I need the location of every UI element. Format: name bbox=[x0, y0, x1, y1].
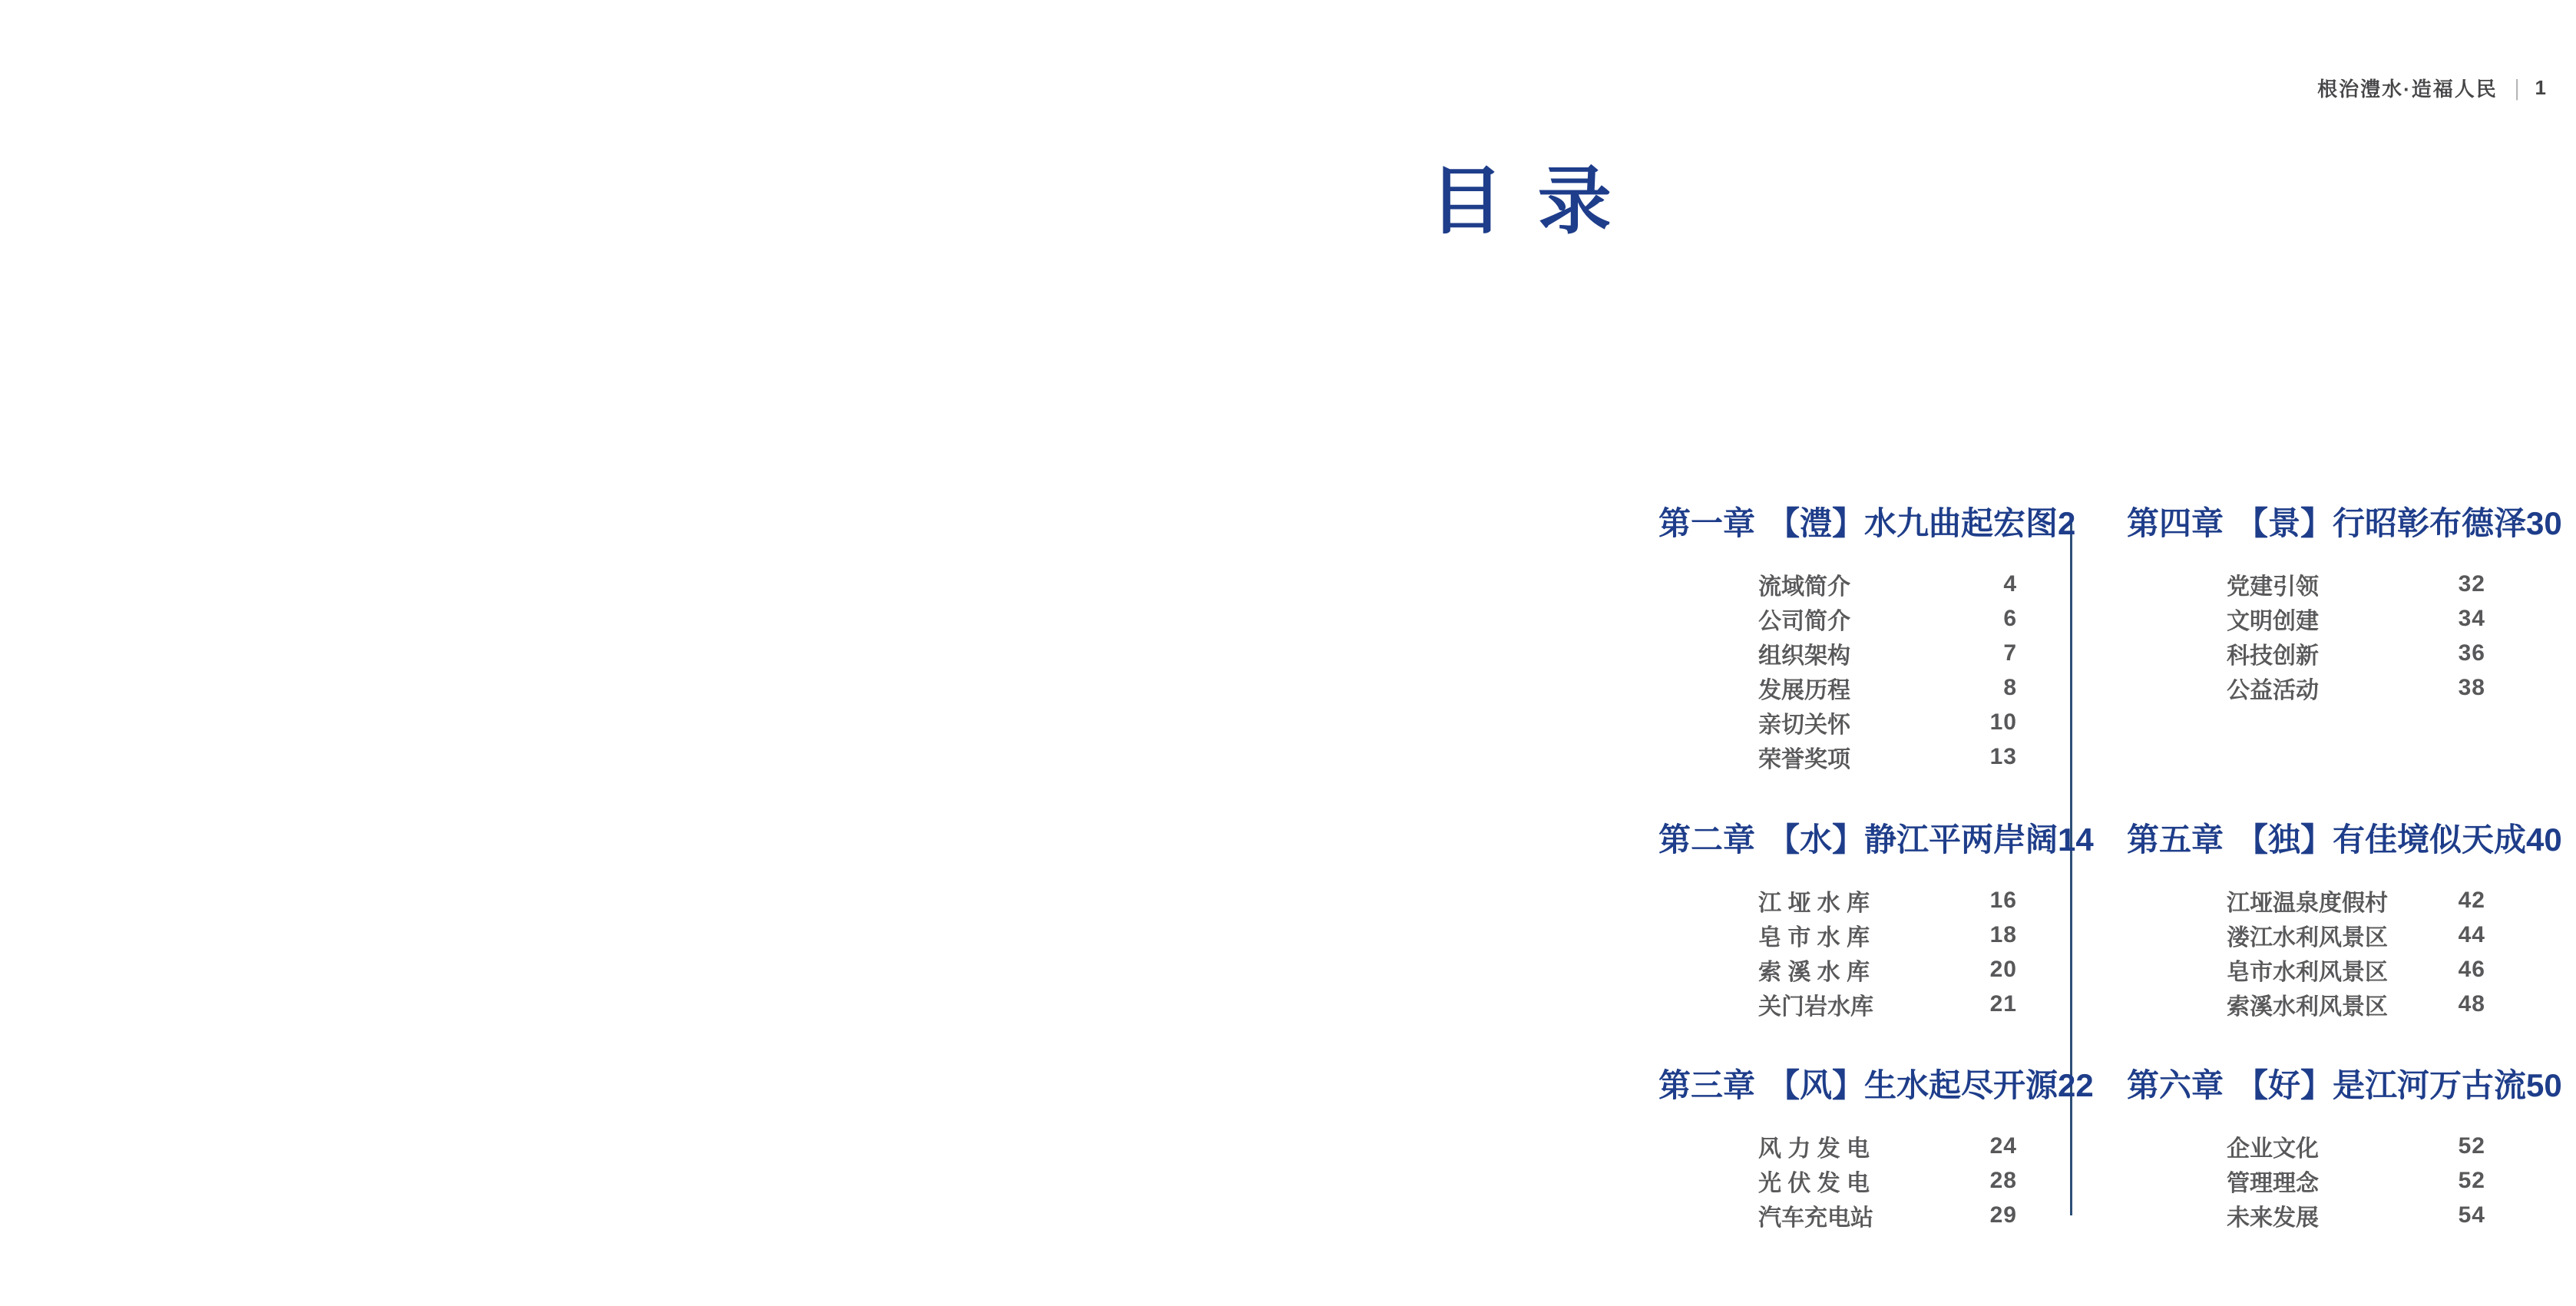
toc-item bbox=[2127, 883, 2485, 918]
toc-item-label: 发展历程 bbox=[1758, 677, 1850, 703]
toc-item-page: 54 bbox=[2458, 1202, 2485, 1228]
chapter-items bbox=[1658, 1129, 2017, 1232]
toc-item bbox=[1658, 567, 2017, 601]
toc-item-page: 4 bbox=[2003, 570, 2017, 597]
toc-item-page: 20 bbox=[1989, 956, 2017, 982]
header-page-number: 1 bbox=[2535, 76, 2546, 99]
toc-item-page: 6 bbox=[2003, 605, 2017, 631]
toc-item bbox=[1658, 1129, 2017, 1163]
toc-chapter-heading bbox=[2127, 504, 2562, 544]
toc-chapter bbox=[2127, 1066, 2562, 1232]
toc-item-label: 关门岩水库 bbox=[1758, 994, 1873, 1020]
toc-item bbox=[1658, 636, 2017, 670]
chapter-page-number: 40 bbox=[2526, 822, 2562, 858]
toc-item bbox=[2127, 670, 2485, 705]
toc-item-page: 16 bbox=[1989, 887, 2017, 913]
toc-item-label: 组织架构 bbox=[1758, 643, 1850, 669]
chapter-title: 【独】有佳境似天成 bbox=[2236, 822, 2527, 858]
toc-chapter-heading bbox=[1658, 1066, 2094, 1106]
header-slogan: 根治澧水·造福人民 bbox=[2317, 78, 2498, 101]
toc-chapter-heading bbox=[1658, 820, 2094, 860]
chapter-label: 第一章 bbox=[1658, 505, 1756, 541]
toc-item-label: 流域简介 bbox=[1758, 574, 1850, 600]
toc-chapter bbox=[2127, 820, 2562, 1021]
chapter-items bbox=[2127, 883, 2485, 1021]
toc-item-label: 企业文化 bbox=[2227, 1136, 2319, 1162]
chapter-title: 【澧】水九曲起宏图 bbox=[1767, 505, 2058, 541]
toc-item-page: 32 bbox=[2458, 570, 2485, 597]
toc-item-page: 7 bbox=[2003, 640, 2017, 666]
toc-item bbox=[2127, 952, 2485, 987]
toc-item-page: 44 bbox=[2458, 921, 2485, 947]
toc-item-label: 索 溪 水 库 bbox=[1758, 959, 1870, 985]
toc-item-label: 江 垭 水 库 bbox=[1758, 890, 1870, 916]
toc-item-page: 8 bbox=[2003, 674, 2017, 700]
toc-item-label: 科技创新 bbox=[2227, 643, 2319, 669]
chapter-items bbox=[1658, 567, 2017, 774]
chapter-title: 【水】静江平两岸阔 bbox=[1767, 822, 2058, 858]
chapter-page-number: 2 bbox=[2058, 505, 2076, 541]
toc-item bbox=[2127, 1163, 2485, 1198]
toc-item-page: 13 bbox=[1989, 743, 2017, 769]
toc-item-page: 38 bbox=[2458, 674, 2485, 700]
toc-item-label: 党建引领 bbox=[2227, 574, 2319, 600]
toc-item bbox=[2127, 1198, 2485, 1232]
toc-item bbox=[2127, 987, 2485, 1021]
toc-chapter bbox=[1658, 820, 2094, 1021]
toc-item-page: 36 bbox=[2458, 640, 2485, 666]
toc-item-label: 公司简介 bbox=[1758, 608, 1850, 634]
toc-item-page: 48 bbox=[2458, 990, 2485, 1017]
chapter-page-number: 14 bbox=[2058, 822, 2094, 858]
chapter-label: 第三章 bbox=[1658, 1067, 1756, 1103]
toc-column-right bbox=[2127, 504, 2562, 1264]
toc-item-page: 18 bbox=[1989, 921, 2017, 947]
chapter-label: 第四章 bbox=[2127, 505, 2224, 541]
column-divider bbox=[2070, 516, 2072, 1215]
toc-item-label: 亲切关怀 bbox=[1758, 712, 1850, 738]
toc-item-label: 汽车充电站 bbox=[1758, 1205, 1873, 1231]
toc-chapter bbox=[1658, 504, 2076, 774]
page-title: 目 录 bbox=[1430, 160, 1612, 243]
toc-item-label: 皂 市 水 库 bbox=[1758, 924, 1870, 951]
toc-item-page: 10 bbox=[1989, 709, 2017, 735]
chapter-label: 第六章 bbox=[2127, 1067, 2224, 1103]
toc-item-label: 公益活动 bbox=[2227, 677, 2319, 703]
toc-item bbox=[1658, 987, 2017, 1021]
toc-item-label: 江垭温泉度假村 bbox=[2227, 890, 2388, 916]
chapter-title: 【好】是江河万古流 bbox=[2236, 1067, 2527, 1103]
toc-item-label: 管理理念 bbox=[2227, 1170, 2319, 1196]
toc-item-page: 52 bbox=[2458, 1132, 2485, 1159]
toc-item-label: 皂市水利风景区 bbox=[2227, 959, 2388, 985]
toc-item bbox=[1658, 705, 2017, 739]
toc-item-page: 21 bbox=[1989, 990, 2017, 1017]
toc-item bbox=[1658, 952, 2017, 987]
toc-item bbox=[1658, 601, 2017, 636]
chapter-page-number: 30 bbox=[2526, 505, 2562, 541]
toc-item-page: 28 bbox=[1989, 1167, 2017, 1193]
toc-chapter-heading bbox=[1658, 504, 2076, 544]
chapter-items bbox=[2127, 567, 2485, 705]
toc-item-label: 光 伏 发 电 bbox=[1758, 1170, 1870, 1196]
toc-chapter-heading bbox=[2127, 820, 2562, 860]
toc-item-page: 24 bbox=[1989, 1132, 2017, 1159]
chapter-title: 【风】生水起尽开源 bbox=[1767, 1067, 2058, 1103]
toc-item bbox=[1658, 1163, 2017, 1198]
chapter-page-number: 22 bbox=[2058, 1067, 2094, 1103]
toc-item bbox=[2127, 601, 2485, 636]
toc-item bbox=[1658, 670, 2017, 705]
chapter-label: 第二章 bbox=[1658, 822, 1756, 858]
chapter-items bbox=[2127, 1129, 2485, 1232]
toc-item bbox=[1658, 739, 2017, 774]
toc-item bbox=[1658, 918, 2017, 952]
toc-item-page: 46 bbox=[2458, 956, 2485, 982]
toc-chapter-heading bbox=[2127, 1066, 2562, 1106]
toc-item-label: 文明创建 bbox=[2227, 608, 2319, 634]
chapter-title: 【景】行昭彰布德泽 bbox=[2236, 505, 2527, 541]
header-separator: | bbox=[2514, 74, 2521, 101]
toc-item-page: 42 bbox=[2458, 887, 2485, 913]
toc-item-page: 29 bbox=[1989, 1202, 2017, 1228]
chapter-items bbox=[1658, 883, 2017, 1021]
toc-item-label: 荣誉奖项 bbox=[1758, 746, 1850, 772]
toc-item bbox=[2127, 567, 2485, 601]
toc-item-page: 52 bbox=[2458, 1167, 2485, 1193]
toc-item-page: 34 bbox=[2458, 605, 2485, 631]
toc-item-label: 溇江水利风景区 bbox=[2227, 924, 2388, 951]
toc-column-left bbox=[1658, 504, 2094, 1264]
chapter-page-number: 50 bbox=[2526, 1067, 2562, 1103]
toc-item bbox=[2127, 1129, 2485, 1163]
toc-item bbox=[1658, 1198, 2017, 1232]
toc-item-label: 风 力 发 电 bbox=[1758, 1136, 1870, 1162]
toc-item-label: 未来发展 bbox=[2227, 1205, 2319, 1231]
toc-chapter bbox=[1658, 1066, 2094, 1232]
toc-item-label: 索溪水利风景区 bbox=[2227, 994, 2388, 1020]
toc-item bbox=[2127, 636, 2485, 670]
toc-item bbox=[2127, 918, 2485, 952]
page-header bbox=[2317, 74, 2546, 102]
toc-chapter bbox=[2127, 504, 2562, 705]
chapter-label: 第五章 bbox=[2127, 822, 2224, 858]
toc-item bbox=[1658, 883, 2017, 918]
